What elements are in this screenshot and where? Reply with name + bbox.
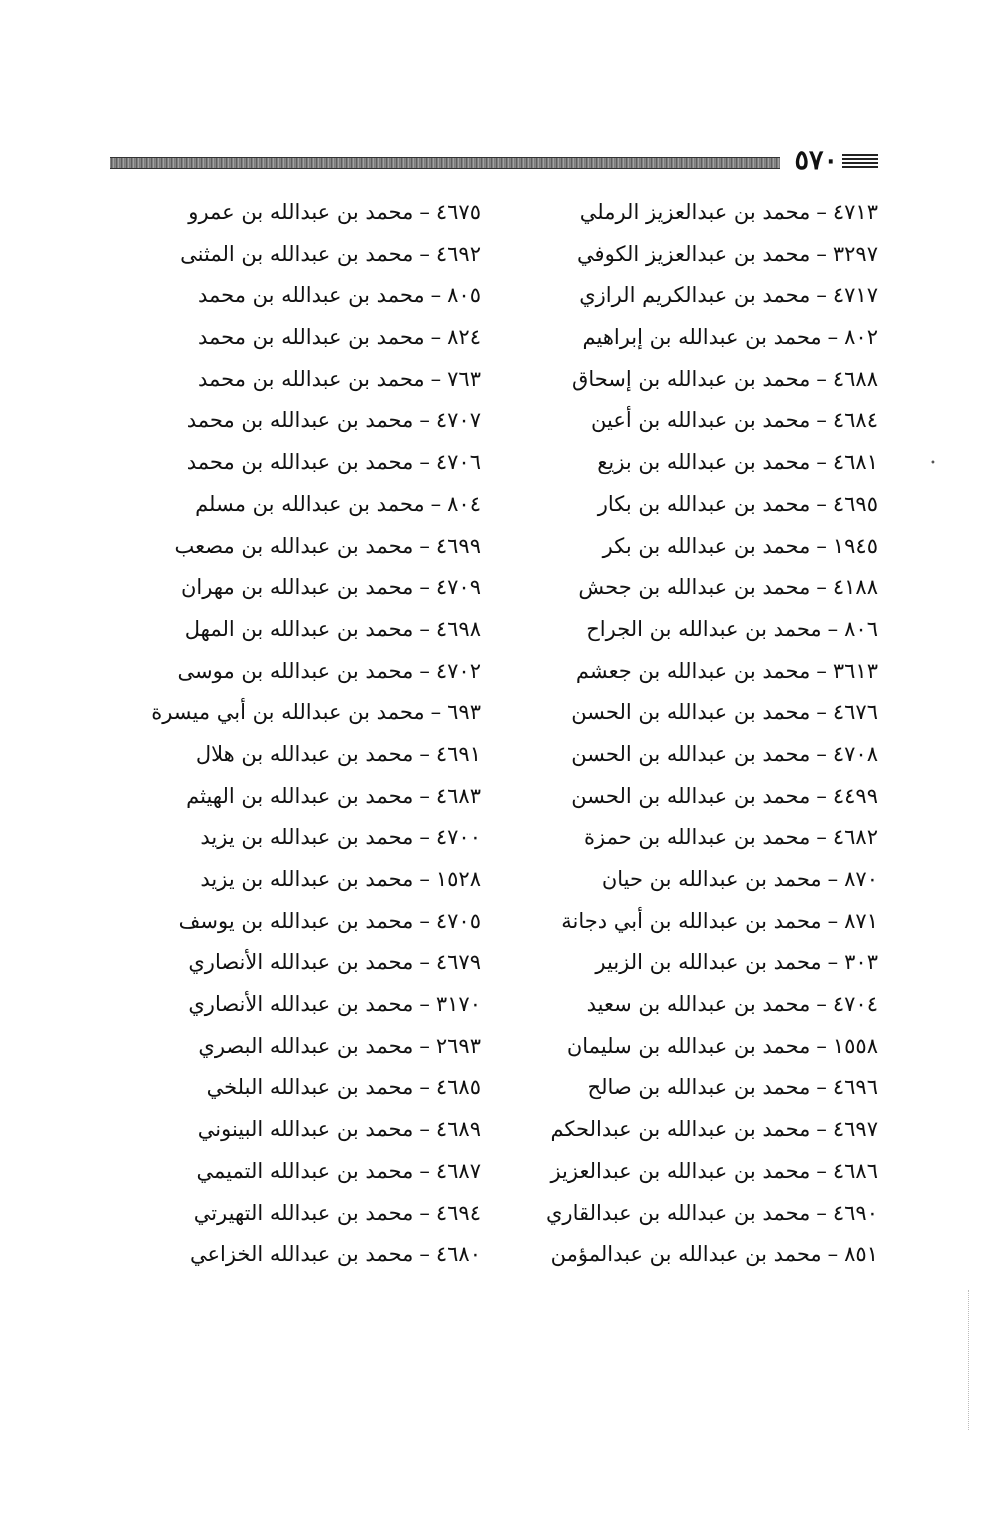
entry-name: محمد بن عبدالله الأنصاري: [188, 950, 414, 975]
index-entry: [161, 1234, 481, 1276]
entry-number: ٤٤٩٩: [832, 783, 878, 808]
entry-name: محمد بن عبدالله البلخي: [206, 1075, 414, 1100]
entry-dash: –: [816, 533, 827, 558]
entry-number: ٤٦٨٦: [832, 1158, 878, 1183]
entry-name: محمد بن عبدالله بن جعشم: [575, 658, 811, 683]
entry-name: محمد بن عبدالله بن الحسن: [571, 700, 811, 725]
entry-name: محمد بن عبدالله بن عبدالمؤمن: [550, 1242, 822, 1267]
index-entry: [558, 1026, 878, 1068]
entry-dash: –: [419, 1117, 430, 1142]
index-entry: [558, 651, 878, 693]
entry-number: ٤٦٨٢: [832, 825, 878, 850]
entry-name: محمد بن عبدالله بن الحسن: [571, 783, 811, 808]
index-entry: [161, 984, 481, 1026]
entry-name: محمد بن عبدالعزيز الكوفي: [577, 241, 811, 266]
index-entry: [558, 484, 878, 526]
entry-number: ٤٧٠٦: [435, 450, 481, 475]
index-entry: [558, 567, 878, 609]
entry-dash: –: [419, 200, 430, 224]
entry-number: ٤٦٨٣: [435, 783, 481, 808]
index-entry: [558, 859, 878, 901]
index-entry: [161, 609, 481, 651]
index-entry: [161, 359, 481, 401]
entry-dash: –: [419, 1200, 430, 1225]
entry-dash: –: [419, 992, 430, 1017]
entry-number: ٨٠٦: [844, 616, 878, 641]
entry-dash: –: [419, 1242, 430, 1267]
index-entry: [161, 484, 481, 526]
entry-name: محمد بن عبدالله بن محمد: [186, 450, 414, 475]
entry-number: ٨٢٤: [447, 325, 481, 350]
index-entry: [161, 817, 481, 859]
index-entry: [161, 567, 481, 609]
entry-dash: –: [430, 325, 442, 350]
entry-dash: –: [816, 1075, 827, 1100]
entry-number: ٤٧١٧: [832, 283, 878, 308]
header-ornament: [842, 154, 878, 170]
entry-number: ٤٦٨٧: [435, 1158, 481, 1183]
entry-number: ٤٦٩٧: [832, 1117, 878, 1142]
entry-dash: –: [419, 658, 430, 683]
index-entry: [161, 651, 481, 693]
entry-dash: –: [816, 1033, 827, 1058]
entry-number: ٨٥١: [844, 1242, 878, 1267]
entry-dash: –: [816, 700, 827, 725]
entry-name: محمد بن عبدالله بن محمد: [198, 283, 425, 308]
index-entry: [558, 400, 878, 442]
entry-dash: –: [419, 616, 430, 641]
entry-name: محمد بن عبدالله بن عبدالعزيز: [550, 1158, 811, 1183]
entry-dash: –: [419, 867, 430, 891]
entry-number: ٤٦٩٦: [832, 1075, 878, 1100]
index-entry: [161, 734, 481, 776]
entry-dash: –: [816, 366, 827, 391]
entry-number: ٤٦٩٢: [435, 241, 481, 266]
index-entry: [550, 1151, 878, 1193]
entry-name: محمد بن عبدالله بن الهيثم: [186, 783, 414, 808]
index-entry: [161, 400, 481, 442]
entry-name: محمد بن عبدالله بن موسى: [177, 658, 414, 683]
margin-mark: •: [930, 458, 936, 469]
entry-dash: –: [816, 450, 827, 475]
index-entry: [161, 901, 481, 943]
entry-dash: –: [816, 1200, 827, 1225]
entry-name: محمد بن عبدالله البصري: [198, 1033, 414, 1058]
entry-name: محمد بن عبدالله البينوني: [197, 1117, 414, 1142]
entry-number: ٤٦٩٨: [435, 616, 481, 641]
entry-name: محمد بن عبدالله بن بكار: [597, 491, 811, 516]
entry-dash: –: [816, 575, 827, 600]
entry-number: ٨٧٠: [844, 867, 878, 891]
entry-name: محمد بن عبدالله بن أبي ميسرة: [151, 700, 425, 725]
entry-dash: –: [419, 408, 430, 433]
entry-name: محمد بن عبدالكريم الرازي: [579, 283, 811, 308]
entry-dash: –: [827, 325, 839, 350]
entry-name: محمد بن عبدالله بن مسلم: [195, 491, 425, 516]
entry-name: محمد بن عبدالله بن مهران: [180, 575, 414, 600]
index-entry: [161, 317, 481, 359]
entry-dash: –: [827, 908, 839, 933]
entry-number: ١٥٥٨: [832, 1033, 878, 1058]
index-entry: [545, 1193, 878, 1235]
entry-name: محمد بن عبدالله بن أبي دجانة: [561, 908, 822, 933]
entry-number: ٤٧٠٩: [435, 575, 481, 600]
index-entry: [558, 442, 878, 484]
entry-number: ٤٧٠٧: [435, 408, 481, 433]
entry-number: ٣٢٩٧: [832, 241, 878, 266]
entry-name: محمد بن عبدالله بن عبدالحكم: [550, 1117, 811, 1142]
entry-dash: –: [827, 616, 839, 641]
index-entry: [558, 192, 878, 234]
entry-dash: –: [816, 241, 827, 266]
entry-name: محمد بن عبدالله بن سليمان: [566, 1033, 811, 1058]
page-number: ٥٧٠: [794, 145, 838, 176]
entry-name: محمد بن عبدالله التهيرتي: [193, 1200, 414, 1225]
entry-name: محمد بن عبدالله الأنصاري: [188, 992, 414, 1017]
index-entry: [558, 942, 878, 984]
entry-number: ٤٦٨٤: [832, 408, 878, 433]
entry-number: ٤٧٠٨: [832, 741, 878, 766]
entry-number: ٤٦٨٨: [832, 366, 878, 391]
entry-name: محمد بن عبدالعزيز الرملي: [579, 200, 811, 224]
index-entry: [161, 192, 481, 234]
entry-dash: –: [419, 533, 430, 558]
entry-name: محمد بن عبدالله بن يزيد: [200, 867, 414, 891]
index-entry: [151, 692, 481, 734]
scan-edge-line: [968, 1290, 969, 1430]
entry-dash: –: [419, 1033, 430, 1058]
index-entry: [558, 609, 878, 651]
entry-number: ٤١٨٨: [832, 575, 878, 600]
entry-name: محمد بن عبدالله التميمي: [196, 1158, 414, 1183]
entry-number: ٤٦٨٩: [435, 1117, 481, 1142]
entry-dash: –: [816, 741, 827, 766]
entry-name: محمد بن عبدالله بن محمد: [186, 408, 414, 433]
entry-number: ٧٦٣: [447, 366, 481, 391]
entry-number: ٤٦٩٠: [832, 1200, 878, 1225]
entry-dash: –: [419, 241, 430, 266]
entry-name: محمد بن عبدالله بن بزيع: [597, 450, 811, 475]
entry-number: ٣٠٣: [844, 950, 878, 975]
entry-name: محمد بن عبدالله بن حيان: [601, 867, 822, 891]
entry-dash: –: [419, 950, 430, 975]
entry-dash: –: [827, 950, 839, 975]
entry-name: محمد بن عبدالله بن بكر: [602, 533, 811, 558]
entry-dash: –: [419, 825, 430, 850]
entry-number: ٢٦٩٣: [435, 1033, 481, 1058]
entry-number: ٤٦٨٠: [435, 1242, 481, 1267]
entry-number: ٦٩٣: [447, 700, 481, 725]
entry-dash: –: [816, 825, 827, 850]
entry-name: محمد بن عبدالله بن جحش: [578, 575, 811, 600]
entry-dash: –: [816, 783, 827, 808]
entry-dash: –: [430, 700, 442, 725]
index-entry: [558, 901, 878, 943]
entry-number: ٨٠٤: [447, 491, 481, 516]
entry-dash: –: [816, 1158, 827, 1183]
index-entry: [161, 234, 481, 276]
entry-name: محمد بن عبدالله بن الحسن: [571, 741, 811, 766]
entry-name: محمد بن عبدالله بن عمرو: [188, 200, 414, 224]
entry-name: محمد بن عبدالله بن يزيد: [200, 825, 414, 850]
index-entry: [558, 275, 878, 317]
entry-dash: –: [816, 283, 827, 308]
index-column-right: [545, 192, 878, 1276]
index-entry: [558, 359, 878, 401]
entry-number: ٤٦٧٩: [435, 950, 481, 975]
entry-number: ٤٦٧٦: [832, 700, 878, 725]
index-entry: [161, 859, 481, 901]
entry-name: محمد بن عبدالله بن حمزة: [583, 825, 811, 850]
index-entry: [161, 1109, 481, 1151]
index-entry: [558, 776, 878, 818]
entry-number: ٤٦٨١: [832, 450, 878, 475]
entry-name: محمد بن عبدالله بن إسحاق: [572, 366, 811, 391]
entry-number: ٤٧٠٢: [435, 658, 481, 683]
entry-number: ١٩٤٥: [832, 533, 878, 558]
entry-dash: –: [816, 1117, 827, 1142]
index-entry: [161, 275, 481, 317]
index-entry: [161, 1151, 481, 1193]
entry-name: محمد بن عبدالله بن المهل: [184, 616, 414, 641]
entry-name: محمد بن عبدالله بن محمد: [198, 366, 425, 391]
entry-dash: –: [816, 491, 827, 516]
entry-dash: –: [419, 575, 430, 600]
index-entry: [161, 942, 481, 984]
entry-number: ٤٧٠٤: [832, 992, 878, 1017]
entry-dash: –: [827, 867, 839, 891]
index-entry: [558, 526, 878, 568]
entry-dash: –: [430, 491, 442, 516]
entry-number: ٣١٧٠: [435, 992, 481, 1017]
entry-dash: –: [827, 1242, 839, 1267]
index-entry: [558, 984, 878, 1026]
index-column-left: [151, 192, 481, 1276]
entry-name: محمد بن عبدالله بن هلال: [195, 741, 414, 766]
entry-number: ٤٧٠٥: [435, 908, 481, 933]
entry-number: ٨٠٥: [447, 283, 481, 308]
entry-name: محمد بن عبدالله بن أعين: [591, 408, 811, 433]
entry-name: محمد بن عبدالله الخزاعي: [189, 1242, 414, 1267]
index-entry: [558, 817, 878, 859]
entry-dash: –: [419, 741, 430, 766]
index-entry: [161, 1067, 481, 1109]
entry-number: ٤٦٧٥: [435, 200, 481, 224]
index-entry: [558, 234, 878, 276]
entry-name: محمد بن عبدالله بن يوسف: [178, 908, 414, 933]
entry-number: ٨٧١: [844, 908, 878, 933]
entry-dash: –: [816, 992, 827, 1017]
entry-dash: –: [419, 1075, 430, 1100]
entry-number: ٤٦٩١: [435, 741, 481, 766]
entry-number: ٣٦١٣: [832, 658, 878, 683]
entry-number: ٤٧٠٠: [435, 825, 481, 850]
header-rule: [110, 157, 780, 169]
entry-number: ٤٦٨٥: [435, 1075, 481, 1100]
entry-dash: –: [419, 450, 430, 475]
entry-name: محمد بن عبدالله بن عبدالقاري: [545, 1200, 811, 1225]
index-entry: [558, 1067, 878, 1109]
entry-dash: –: [816, 408, 827, 433]
entry-dash: –: [430, 283, 442, 308]
index-entry: [161, 1026, 481, 1068]
entry-number: ٤٦٩٤: [435, 1200, 481, 1225]
entry-dash: –: [419, 783, 430, 808]
entry-name: محمد بن عبدالله بن محمد: [198, 325, 425, 350]
index-entry: [558, 692, 878, 734]
entry-number: ٤٦٩٩: [435, 533, 481, 558]
entry-name: محمد بن عبدالله بن سعيد: [586, 992, 811, 1017]
entry-name: محمد بن عبدالله بن الزبير: [595, 950, 822, 975]
entry-number: ١٥٢٨: [435, 867, 481, 891]
page-header: [110, 145, 878, 178]
entry-name: محمد بن عبدالله بن الجراح: [586, 616, 822, 641]
entry-name: محمد بن عبدالله بن إبراهيم: [582, 325, 822, 350]
entry-name: محمد بن عبدالله بن صالح: [587, 1075, 811, 1100]
entry-number: ٤٧١٣: [832, 200, 878, 224]
entry-name: محمد بن عبدالله بن مصعب: [174, 533, 414, 558]
entry-name: محمد بن عبدالله بن المثنى: [180, 241, 414, 266]
index-entry: [558, 734, 878, 776]
entry-number: ٤٦٩٥: [832, 491, 878, 516]
entry-dash: –: [816, 200, 827, 224]
entry-dash: –: [419, 908, 430, 933]
index-entry: [550, 1234, 878, 1276]
entry-dash: –: [816, 658, 827, 683]
index-entry: [558, 317, 878, 359]
entry-number: ٨٠٢: [844, 325, 878, 350]
index-entry: [161, 1193, 481, 1235]
index-entry: [161, 776, 481, 818]
entry-dash: –: [430, 366, 442, 391]
index-entry: [550, 1109, 878, 1151]
entry-dash: –: [419, 1158, 430, 1183]
index-entry: [161, 442, 481, 484]
index-entry: [161, 526, 481, 568]
